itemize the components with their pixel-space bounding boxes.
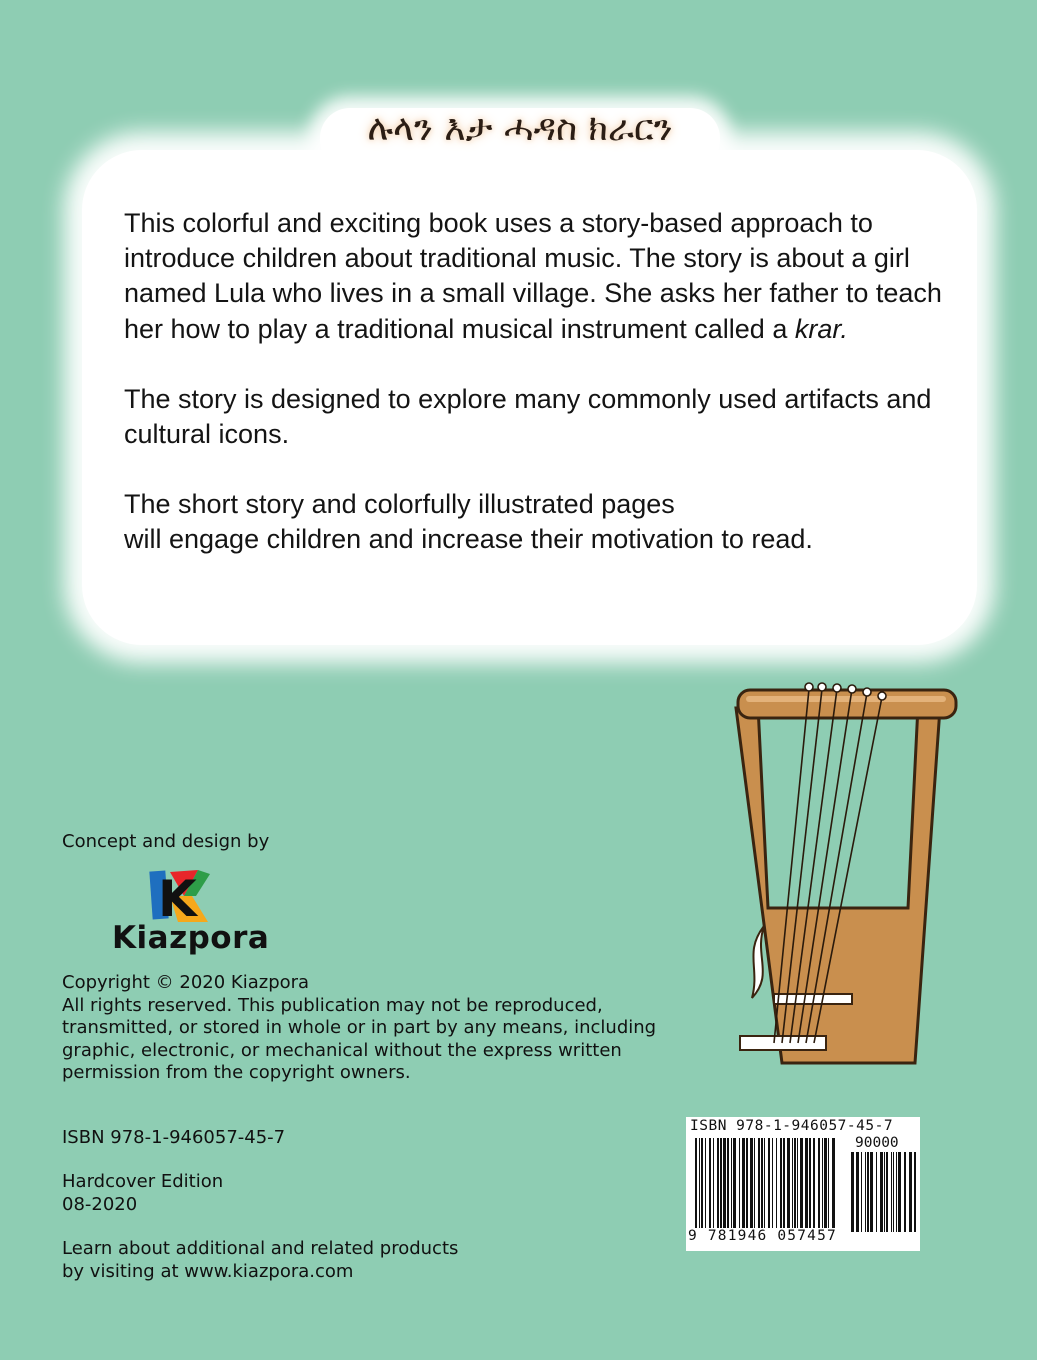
barcode-bar bbox=[809, 1138, 811, 1242]
krar-window bbox=[758, 706, 918, 908]
barcode-bar bbox=[865, 1152, 866, 1232]
barcode-bar bbox=[818, 1138, 820, 1242]
logo-letter: K bbox=[158, 870, 197, 926]
description-line: The short story and colorfully illustrated pages bbox=[124, 489, 675, 520]
barcode-bar bbox=[800, 1138, 803, 1242]
barcode-bar bbox=[893, 1152, 894, 1232]
krar-word: krar. bbox=[794, 313, 848, 344]
copyright-line: Copyright © 2020 Kiazpora bbox=[62, 972, 310, 993]
barcode-bar bbox=[720, 1138, 722, 1242]
barcode-bar bbox=[904, 1152, 906, 1232]
barcode-bar bbox=[731, 1138, 732, 1242]
barcode-bar bbox=[867, 1152, 869, 1232]
barcode-bar bbox=[828, 1138, 829, 1242]
edition-block bbox=[62, 1171, 702, 1216]
barcode-bar bbox=[727, 1138, 729, 1242]
barcode-bar bbox=[783, 1138, 785, 1242]
barcode-bar bbox=[780, 1138, 782, 1242]
barcode-bar bbox=[750, 1138, 753, 1242]
barcode-bar bbox=[870, 1152, 873, 1232]
barcode-bar bbox=[914, 1152, 916, 1232]
description-line: will engage children and increase their motivation to read. bbox=[124, 524, 813, 555]
description-paragraph-2: The story is designed to explore many commonly used artifacts and cultural icons. bbox=[124, 383, 932, 450]
krar-sound-hole bbox=[752, 926, 764, 998]
edition-label: Hardcover Edition bbox=[62, 1171, 224, 1192]
barcode-bar bbox=[699, 1138, 700, 1242]
barcode-bar bbox=[880, 1152, 883, 1232]
barcode-bar bbox=[876, 1152, 877, 1232]
barcode-bar bbox=[742, 1138, 745, 1242]
barcode-bar bbox=[891, 1152, 892, 1232]
barcode-bar bbox=[884, 1152, 885, 1232]
barcode-bar bbox=[761, 1138, 763, 1242]
barcode-bar bbox=[813, 1138, 815, 1242]
barcode-bar bbox=[739, 1138, 740, 1242]
barcode-bar bbox=[896, 1152, 897, 1232]
barcode-bar bbox=[695, 1138, 697, 1242]
barcode-bar bbox=[886, 1152, 888, 1232]
description-paragraph-3 bbox=[124, 487, 944, 557]
barcode-bar bbox=[909, 1152, 912, 1232]
barcode-bar bbox=[832, 1138, 835, 1242]
barcode-bar bbox=[898, 1152, 901, 1232]
barcode-bar bbox=[713, 1138, 714, 1242]
barcode-bar bbox=[705, 1138, 706, 1242]
addon-barcode bbox=[851, 1152, 917, 1232]
barcode-bar bbox=[723, 1138, 726, 1242]
barcode-bar bbox=[717, 1138, 719, 1242]
barcode-bar bbox=[746, 1138, 748, 1242]
barcode-bar bbox=[794, 1138, 796, 1242]
kiazpora-logo-icon bbox=[148, 866, 214, 926]
barcode-digits: 9 781946 057457 bbox=[688, 1228, 837, 1244]
rights-notice: All rights reserved. This publication may not be reproduced, transmitted, or stored in whole or in part by any means, including graphic, electronic, or mechanical without the express written permission from the copyright owners. bbox=[62, 994, 657, 1083]
ean-barcode bbox=[695, 1138, 835, 1242]
edition-date: 08-2020 bbox=[62, 1193, 138, 1215]
barcode-bar bbox=[772, 1138, 773, 1242]
barcode-bar bbox=[856, 1152, 859, 1232]
isbn-line: ISBN 978-1-946057-45-7 bbox=[62, 1127, 286, 1148]
kiazpora-logo-text: Kiazpora bbox=[112, 920, 270, 956]
book-title: ሉላን እታ ሓዳስ ክራርን bbox=[367, 108, 673, 149]
book-description bbox=[124, 206, 944, 593]
barcode-bar bbox=[764, 1138, 765, 1242]
barcode-bar bbox=[754, 1138, 755, 1242]
barcode-bar bbox=[768, 1138, 770, 1242]
barcode-bar bbox=[797, 1138, 798, 1242]
barcode-bar bbox=[851, 1152, 854, 1232]
barcode-bar bbox=[822, 1138, 823, 1242]
barcode-bar bbox=[824, 1138, 827, 1242]
barcode-isbn-label: ISBN 978-1-946057-45-7 bbox=[690, 1118, 894, 1134]
barcode-bar bbox=[861, 1152, 862, 1232]
barcode-bar bbox=[776, 1138, 777, 1242]
krar-illustration bbox=[690, 668, 970, 1078]
copyright-block bbox=[62, 972, 702, 1085]
barcode-bar bbox=[792, 1138, 793, 1242]
barcode-bar bbox=[758, 1138, 760, 1242]
description-text: This colorful and exciting book uses a story-based approach to introduce children about traditional music. The story is about a girl named Lula who lives in a small village. She asks her father to teach her how to play a traditional musical instrument called a bbox=[124, 208, 942, 344]
barcode-bar bbox=[701, 1138, 703, 1242]
description-paragraph-1 bbox=[124, 206, 944, 347]
barcode-bar bbox=[805, 1138, 808, 1242]
barcode-bar bbox=[733, 1138, 736, 1242]
barcode-price-code: 90000 bbox=[855, 1135, 899, 1151]
krar-top-bar bbox=[738, 690, 956, 718]
barcode-bar bbox=[787, 1138, 790, 1242]
concept-credit: Concept and design by bbox=[62, 831, 270, 852]
barcode-bar bbox=[709, 1138, 711, 1242]
learn-more: Learn about additional and related products by visiting at www.kiazpora.com bbox=[62, 1238, 459, 1282]
